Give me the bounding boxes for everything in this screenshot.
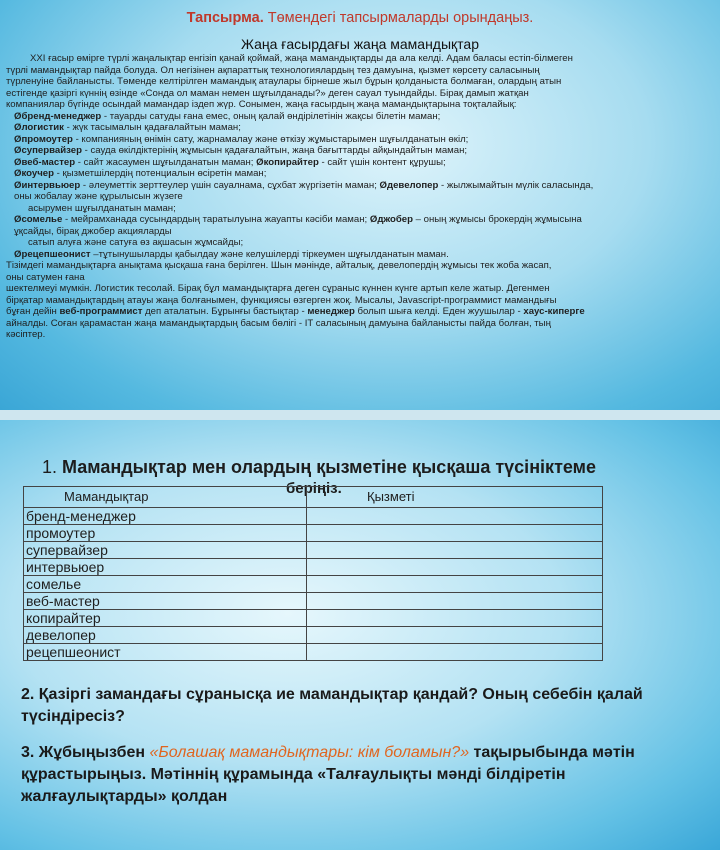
table-row [24,542,603,559]
function-cell[interactable] [307,576,603,593]
term: Øинтервьюер [14,179,81,191]
intro-line-1: XXI ғасыр өмірге түрлі жаңалықтар енгізіп қанай қоймай, жаңа мамандықтарды да ала келді. Адам баласы естіп-білмеген [30,53,573,64]
table-row [24,610,603,627]
list-item [6,134,696,146]
profession-cell: супервайзер [24,542,307,559]
task-text: Төмендегі тапсырмаларды орындаңыз. [267,10,534,26]
definition: - мейрамханада сусындардың таратылуына жауапты кәсіби маман; [62,214,370,225]
function-cell[interactable] [307,610,603,627]
question-1-text: Мамандықтар мен олардың қызметіне қысқаша түсініктеме [62,457,596,477]
function-cell[interactable] [307,559,603,576]
definition: - тауарды сатуды ғана емес, оның қалай өндірілетінін жақсы білетін маман; [101,110,441,122]
table-row [24,508,603,525]
outro-line: оны сатумен ғана [6,271,85,283]
slide-separator [0,410,720,420]
definition: - жүк тасымалын қадағалайтын маман; [63,122,241,133]
table-row [24,644,603,661]
list-item [6,157,696,169]
question-1 [42,456,682,478]
list-item [6,122,696,134]
question-3-prefix: 3. Жұбыңызбен [21,744,150,761]
definition: –тұтынушыларды қабылдау және келушілерді тіркеумен шұғылданатын маман. [90,248,449,260]
document-title: Жаңа ғасырдағы жаңа мамандықтар [240,36,479,52]
table-row [24,559,603,576]
list-item-continuation: ұқсайды, бірақ джобер акцияларды [14,225,172,237]
function-cell[interactable] [307,525,603,542]
slide-1 [0,0,720,410]
list-item-continuation: сатып алуға және сатуға өз ақшасын жұмсайды; [28,237,244,248]
intro-line-4: естігенде қазіргі күннің өзінде «Сонда ол маман немен шұғылданады?» деген сауал туындайды. Бірақ дамып жатқан [6,87,529,99]
list-item-continuation: оны жобалау және құрылысын жүзеге [14,191,183,202]
profession-cell: сомелье [24,576,307,593]
table-row [24,576,603,593]
outro-line [6,306,696,318]
outro-term: хаус-киперге [523,306,585,317]
definition: - қызметшілердің потенциалын өсіретін маман; [53,168,267,179]
outro-line: айналды. Соған қарамастан жаңа мамандықтардың басым бөлігі - IT саласының дамуына байланысты пайда болған, тың [6,317,551,329]
definition: - сауда өкілдіктерінің жұмысын қадағалайтын, жаңа бағыттарды айқындайтын маман; [81,145,468,156]
intro-line-3: түрленуіне байланысты. Төменде келтірілген мамандық атаулары бірнеше жыл бұрын қолданыста болмаған, олардың атын [6,76,562,87]
question-1-continuation: беріңіз. [286,480,342,497]
table-row [24,627,603,644]
function-cell[interactable] [307,508,603,525]
list-item [6,214,696,226]
outro-line: кәсіптер. [6,329,46,340]
profession-cell: веб-мастер [24,593,307,610]
term: Øдевелопер [379,179,439,191]
intro-line-5: компаниялар бүгінде осындай мамандар іздеп жүр. Сонымен, жаңа ғасырдың жаңа мамандықтарына тоқталайық: [6,99,517,110]
profession-cell: бренд-менеджер [24,508,307,525]
term: Øпромоутер [14,133,73,145]
list-item [6,168,696,180]
professions-table [23,486,603,661]
term: Øсомелье [14,214,63,225]
profession-cell: копирайтер [24,610,307,627]
question-number: 1. [42,457,58,477]
question-3 [21,742,711,808]
definition: - жылжымайтын мүлік саласында, [438,179,594,191]
term: Øбренд-менеджер [14,110,102,122]
profession-cell: интервьюер [24,559,307,576]
column-header-profession: Мамандықтар [24,487,307,508]
function-cell[interactable] [307,644,603,661]
term: Øсупервайзер [14,145,82,156]
profession-cell: рецепшеонист [24,644,307,661]
term: Øкоучер [14,168,54,179]
task-label: Тапсырма. [186,10,264,26]
function-cell[interactable] [307,542,603,559]
article-body [6,53,696,341]
list-item-continuation: асырумен шұғылданатын маман; [28,202,176,214]
term: Øкопирайтер [256,156,319,168]
definition: – оның жұмысы брокердің жұмысына [412,214,582,225]
outro-text: болып шыға келді. Еден жуушылар - [354,306,524,317]
intro-line-2: түрлі мамандықтар пайда болуда. Ол негізінен ақпараттық технологиялардың тез дамуына, қызмет көрсету саласының [6,64,540,76]
function-cell[interactable] [307,627,603,644]
outro-text: деп аталатын. Бұрынғы бастықтар - [142,306,308,317]
definition: - әлеуметтік зерттеулер үшін сауалнама, сұхбат жүргізетін маман; [80,179,380,191]
outro-term: веб-программист [59,306,143,317]
definition: - сайт жасаумен шұғылданатын маман; [75,156,257,168]
definition: - сайт үшін контент құрушы; [318,156,446,168]
list-item [6,249,696,261]
table-row [24,525,603,542]
list-item [6,111,696,123]
task-line [0,10,720,26]
term: Øвеб-мастер [14,156,76,168]
profession-cell: промоутер [24,525,307,542]
table-row [24,593,603,610]
question-3-suffix: тақырыбында мәтін құрастырыңыз. Мәтіннің құрамында «Талғаулықты мәнді білдіретін жалғаулықтарды» қолдан [21,744,635,805]
list-item [6,180,696,192]
function-cell[interactable] [307,593,603,610]
list-item [6,145,696,157]
outro-term: менеджер [307,306,355,317]
term: Øрецепшеонист [14,248,91,260]
question-2: 2. Қазіргі замандағы сұранысқа ие мамандықтар қандай? Оның себебін қалай түсіндіресіз? [21,686,643,725]
outro-line: Тізімдегі мамандықтарға анықтама қысқаша ғана берілген. Шын мәнінде, айталық, девелопердің жұмысы тек жоба жасап, [6,260,552,271]
outro-line: бірқатар мамандықтардың атауы жаңа болғанымен, функциясы өзгерген жоқ. Мысалы, Javascript-программист мамандығы [6,294,557,306]
table-header-row [24,487,603,508]
outro-line: шектелмеуі мүмкін. Логистик тесолай. Бірақ бұл мамандықтарға деген сұраныс күннен күнге артып келе жатыр. Дегенмен [6,283,550,294]
outro-text: бұған дейін [6,306,60,317]
profession-cell: девелопер [24,627,307,644]
term: Øджобер [369,214,413,225]
question-3-topic: «Болашақ мамандықтары: кім боламын?» [149,744,470,761]
term: Øлогистик [14,122,64,133]
column-header-function: Қызметі [307,487,603,508]
definition: - компанияның өнімін сату, жарнамалау және өткізу жұмыстарымен шұғылданатын өкіл; [72,133,469,145]
